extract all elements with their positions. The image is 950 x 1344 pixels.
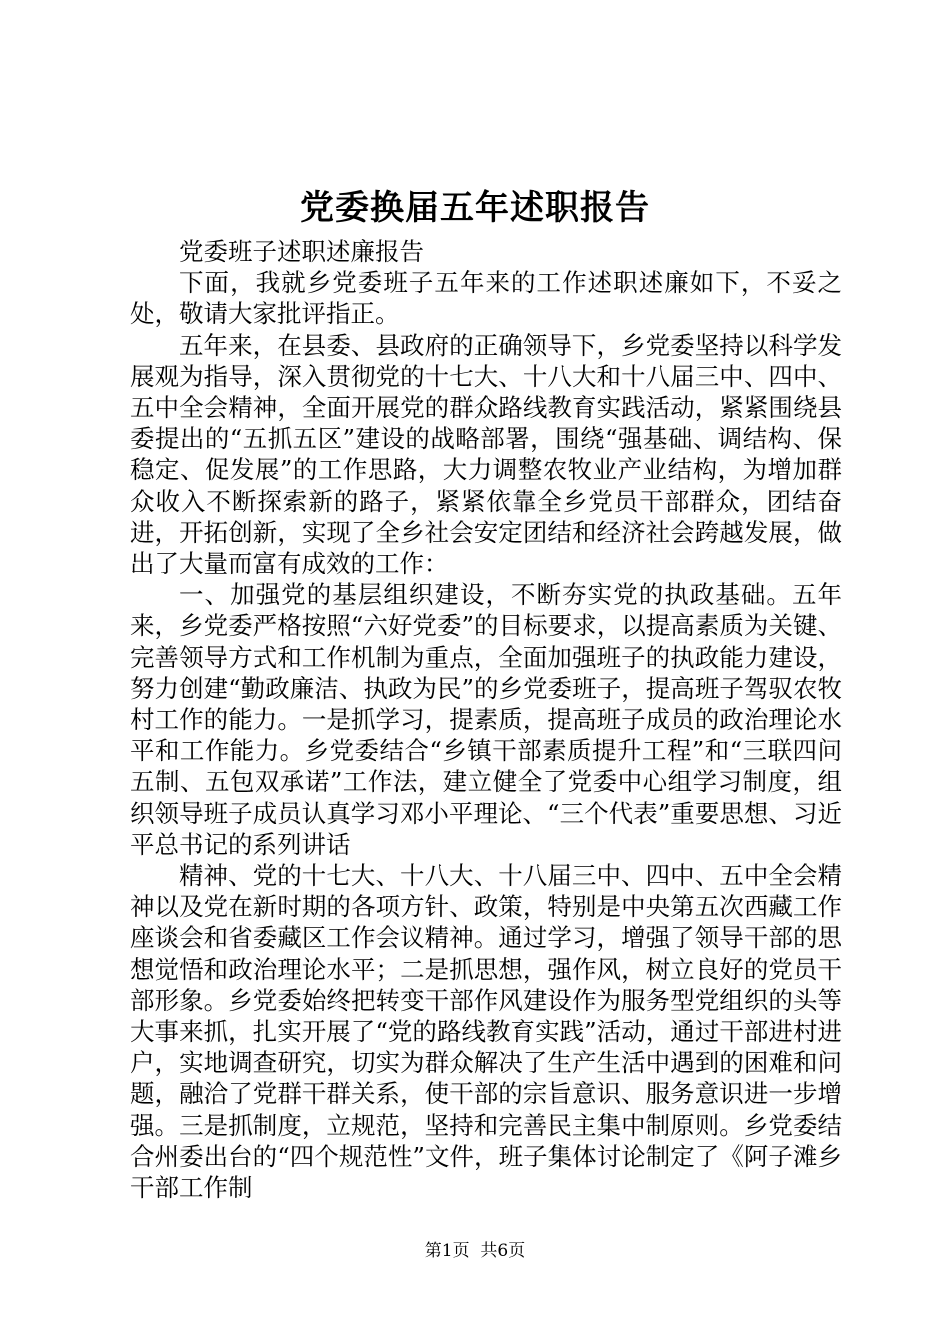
- paragraph-overview: 五年来，在县委、县政府的正确领导下，乡党委坚持以科学发展观为指导，深入贯彻党的十七大、十八大和十八届三中、四中、五中全会精神，全面开展党的群众路线教育实践活动，紧紧围绕县委提出的“五抓五区”建设的战略部署，围绕“强基础、调结构、保稳定、促发展”的工作思路，大力调整农牧业产业结构，为增加群众收入不断探索新的路子，紧紧依靠全乡党员干部群众，团结奋进，开拓创新，实现了全乡社会安定团结和经济社会跨越发展，做出了大量而富有成效的工作：: [130, 330, 842, 579]
- paragraph-intro: 下面，我就乡党委班子五年来的工作述职述廉如下，不妥之处，敬请大家批评指正。: [130, 268, 842, 329]
- page-footer: 第1页 共6页: [424, 1241, 526, 1261]
- page-title: 党委换届五年述职报告: [300, 188, 650, 228]
- paragraph-subtitle: 党委班子述职述廉报告: [179, 237, 424, 266]
- paragraph-section-one-continued: 精神、党的十七大、十八大、十八届三中、四中、五中全会精神以及党在新时期的各项方针、政策，特别是中央第五次西藏工作座谈会和省委藏区工作会议精神。通过学习，增强了领导干部的思想觉悟和政治理论水平；二是抓思想，强作风，树立良好的党员干部形象。乡党委始终把转变干部作风建设作为服务型党组织的头等大事来抓，扎实开展了“党的路线教育实践”活动，通过干部进村进户，实地调查研究，切实为群众解决了生产生活中遇到的困难和问题，融洽了党群干群关系，使干部的宗旨意识、服务意识进一步增强。三是抓制度，立规范，坚持和完善民主集中制原则。乡党委结合州委出台的“四个规范性”文件，班子集体讨论制定了《阿子滩乡干部工作制: [130, 861, 842, 1203]
- document-body: [130, 236, 842, 1203]
- paragraph-section-one: 一、加强党的基层组织建设，不断夯实党的执政基础。五年来，乡党委严格按照“六好党委”的目标要求，以提高素质为关键、完善领导方式和工作机制为重点，全面加强班子的执政能力建设，努力创建“勤政廉洁、执政为民”的乡党委班子，提高班子驾驭农牧村工作的能力。一是抓学习，提素质，提高班子成员的政治理论水平和工作能力。乡党委结合“乡镇干部素质提升工程”和“三联四问五制、五包双承诺”工作法，建立健全了党委中心组学习制度，组织领导班子成员认真学习邓小平理论、“三个代表”重要思想、习近平总书记的系列讲话: [130, 580, 842, 859]
